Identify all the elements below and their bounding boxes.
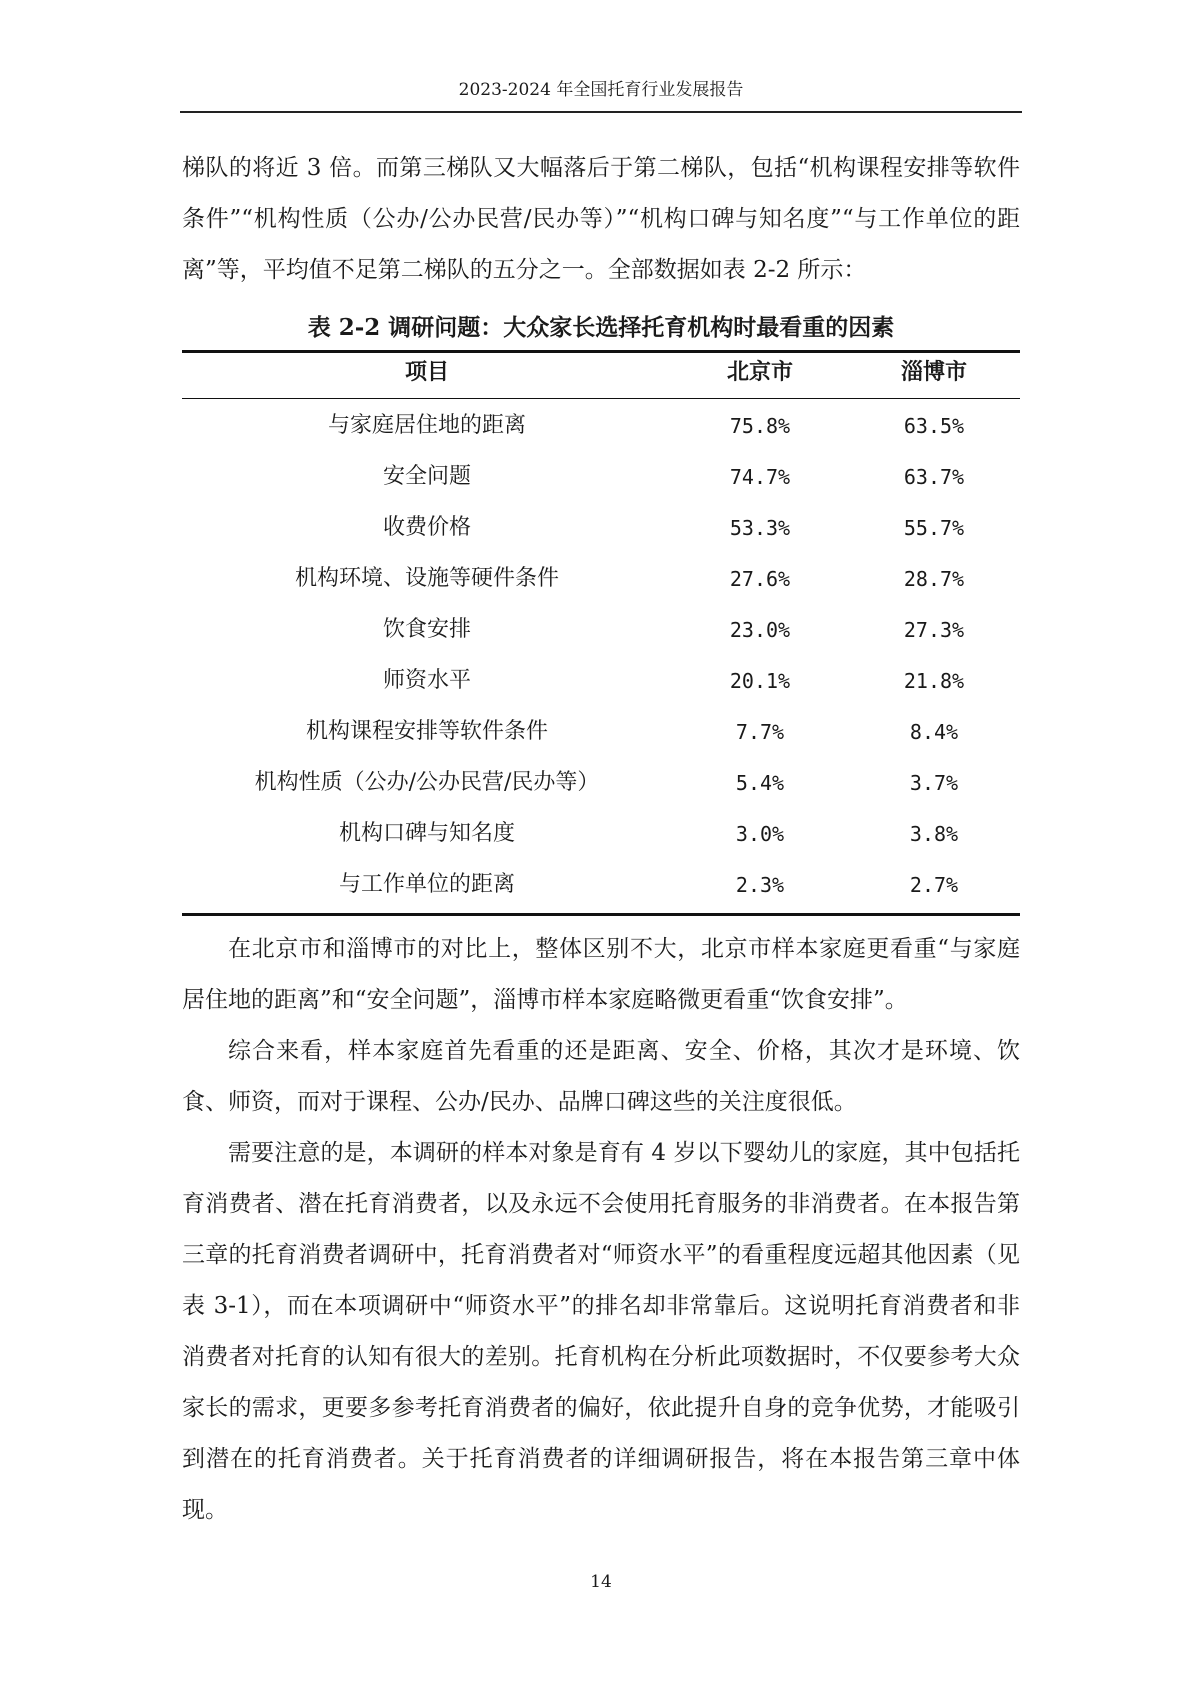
zibo-value-cell: 63.7% — [903, 465, 965, 489]
intro-paragraph: 梯队的将近 3 倍。而第三梯队又大幅落后于第二梯队，包括“机构课程安排等软件条件”“机构性质（公办/公办民营/民办等）”“机构口碑与知名度”“与工作单位的距离”等，平均值不足第二梯队的五分之一。全部数据如表 2-2 所示： — [182, 155, 1020, 283]
beijing-value-cell: 2.3% — [735, 873, 785, 897]
zibo-value-cell: 2.7% — [909, 873, 959, 897]
table-row — [182, 661, 1020, 701]
factor-cell: 机构口碑与知名度 — [338, 821, 515, 846]
comparison-paragraph: 在北京市和淄博市的对比上，整体区别不大，北京市样本家庭更看重“与家庭居住地的距离”和“安全问题”，淄博市样本家庭略微更看重“饮食安排”。 — [182, 936, 1020, 1013]
header-rule — [180, 111, 1022, 113]
zibo-value-cell: 63.5% — [903, 414, 965, 438]
factor-cell: 安全问题 — [382, 464, 471, 489]
column-header-beijing: 北京市 — [726, 359, 793, 385]
factor-cell: 与工作单位的距离 — [338, 872, 515, 897]
factor-cell: 饮食安排 — [382, 617, 471, 642]
beijing-value-cell: 20.1% — [729, 669, 791, 693]
note-paragraph: 需要注意的是，本调研的样本对象是育有 4 岁以下婴幼儿的家庭，其中包括托育消费者、潜在托育消费者，以及永远不会使用托育服务的非消费者。在本报告第三章的托育消费者调研中，托育消费者对“师资水平”的看重程度远超其他因素（见表 3-1），而在本项调研中“师资水平”的排名却非常靠后。这说明托育消费者和非消费者对托育的认知有很大的差别。托育机构在分析此项数据时，不仅要参考大众家长的需求，更要多参考托育消费者的偏好，依此提升自身的竞争优势，才能吸引到潜在的托育消费者。关于托育消费者的详细调研报告，将在本报告第三章中体现。 — [182, 1140, 1020, 1523]
factor-cell: 机构课程安排等软件条件 — [305, 719, 548, 744]
table-header-rule — [182, 398, 1020, 399]
column-header-item: 项目 — [404, 359, 449, 385]
table-row — [182, 508, 1020, 548]
factor-cell: 机构环境、设施等硬件条件 — [294, 566, 559, 591]
table-row — [182, 865, 1020, 905]
beijing-value-cell: 53.3% — [729, 516, 791, 540]
zibo-value-cell: 3.7% — [909, 771, 959, 795]
table-row — [182, 712, 1020, 752]
zibo-value-cell: 8.4% — [909, 720, 959, 744]
table-row — [182, 559, 1020, 599]
zibo-value-cell: 27.3% — [903, 618, 965, 642]
beijing-value-cell: 3.0% — [735, 822, 785, 846]
running-header: 2023-2024 年全国托育行业发展报告 — [458, 80, 744, 100]
table-header-row — [182, 352, 1020, 392]
factor-cell: 师资水平 — [382, 668, 471, 693]
table-row — [182, 457, 1020, 497]
zibo-value-cell: 3.8% — [909, 822, 959, 846]
summary-paragraph: 综合来看，样本家庭首先看重的还是距离、安全、价格，其次才是环境、饮食、师资，而对于课程、公办/民办、品牌口碑这些的关注度很低。 — [182, 1038, 1020, 1115]
factor-cell: 机构性质（公办/公办民营/民办等） — [254, 770, 600, 795]
factor-cell: 收费价格 — [382, 515, 471, 540]
beijing-value-cell: 75.8% — [729, 414, 791, 438]
beijing-value-cell: 7.7% — [735, 720, 785, 744]
zibo-value-cell: 21.8% — [903, 669, 965, 693]
factor-cell: 与家庭居住地的距离 — [327, 413, 526, 438]
zibo-value-cell: 28.7% — [903, 567, 965, 591]
beijing-value-cell: 74.7% — [729, 465, 791, 489]
beijing-value-cell: 5.4% — [735, 771, 785, 795]
column-header-zibo: 淄博市 — [900, 359, 967, 385]
table-caption: 表 2-2 调研问题：大众家长选择托育机构时最看重的因素 — [307, 314, 895, 341]
table-bottom-rule — [182, 913, 1020, 916]
beijing-value-cell: 27.6% — [729, 567, 791, 591]
zibo-value-cell: 55.7% — [903, 516, 965, 540]
table-row — [182, 763, 1020, 803]
page-number: 14 — [590, 1572, 612, 1592]
table-row — [182, 406, 1020, 446]
table-row — [182, 610, 1020, 650]
table-row — [182, 814, 1020, 854]
beijing-value-cell: 23.0% — [729, 618, 791, 642]
